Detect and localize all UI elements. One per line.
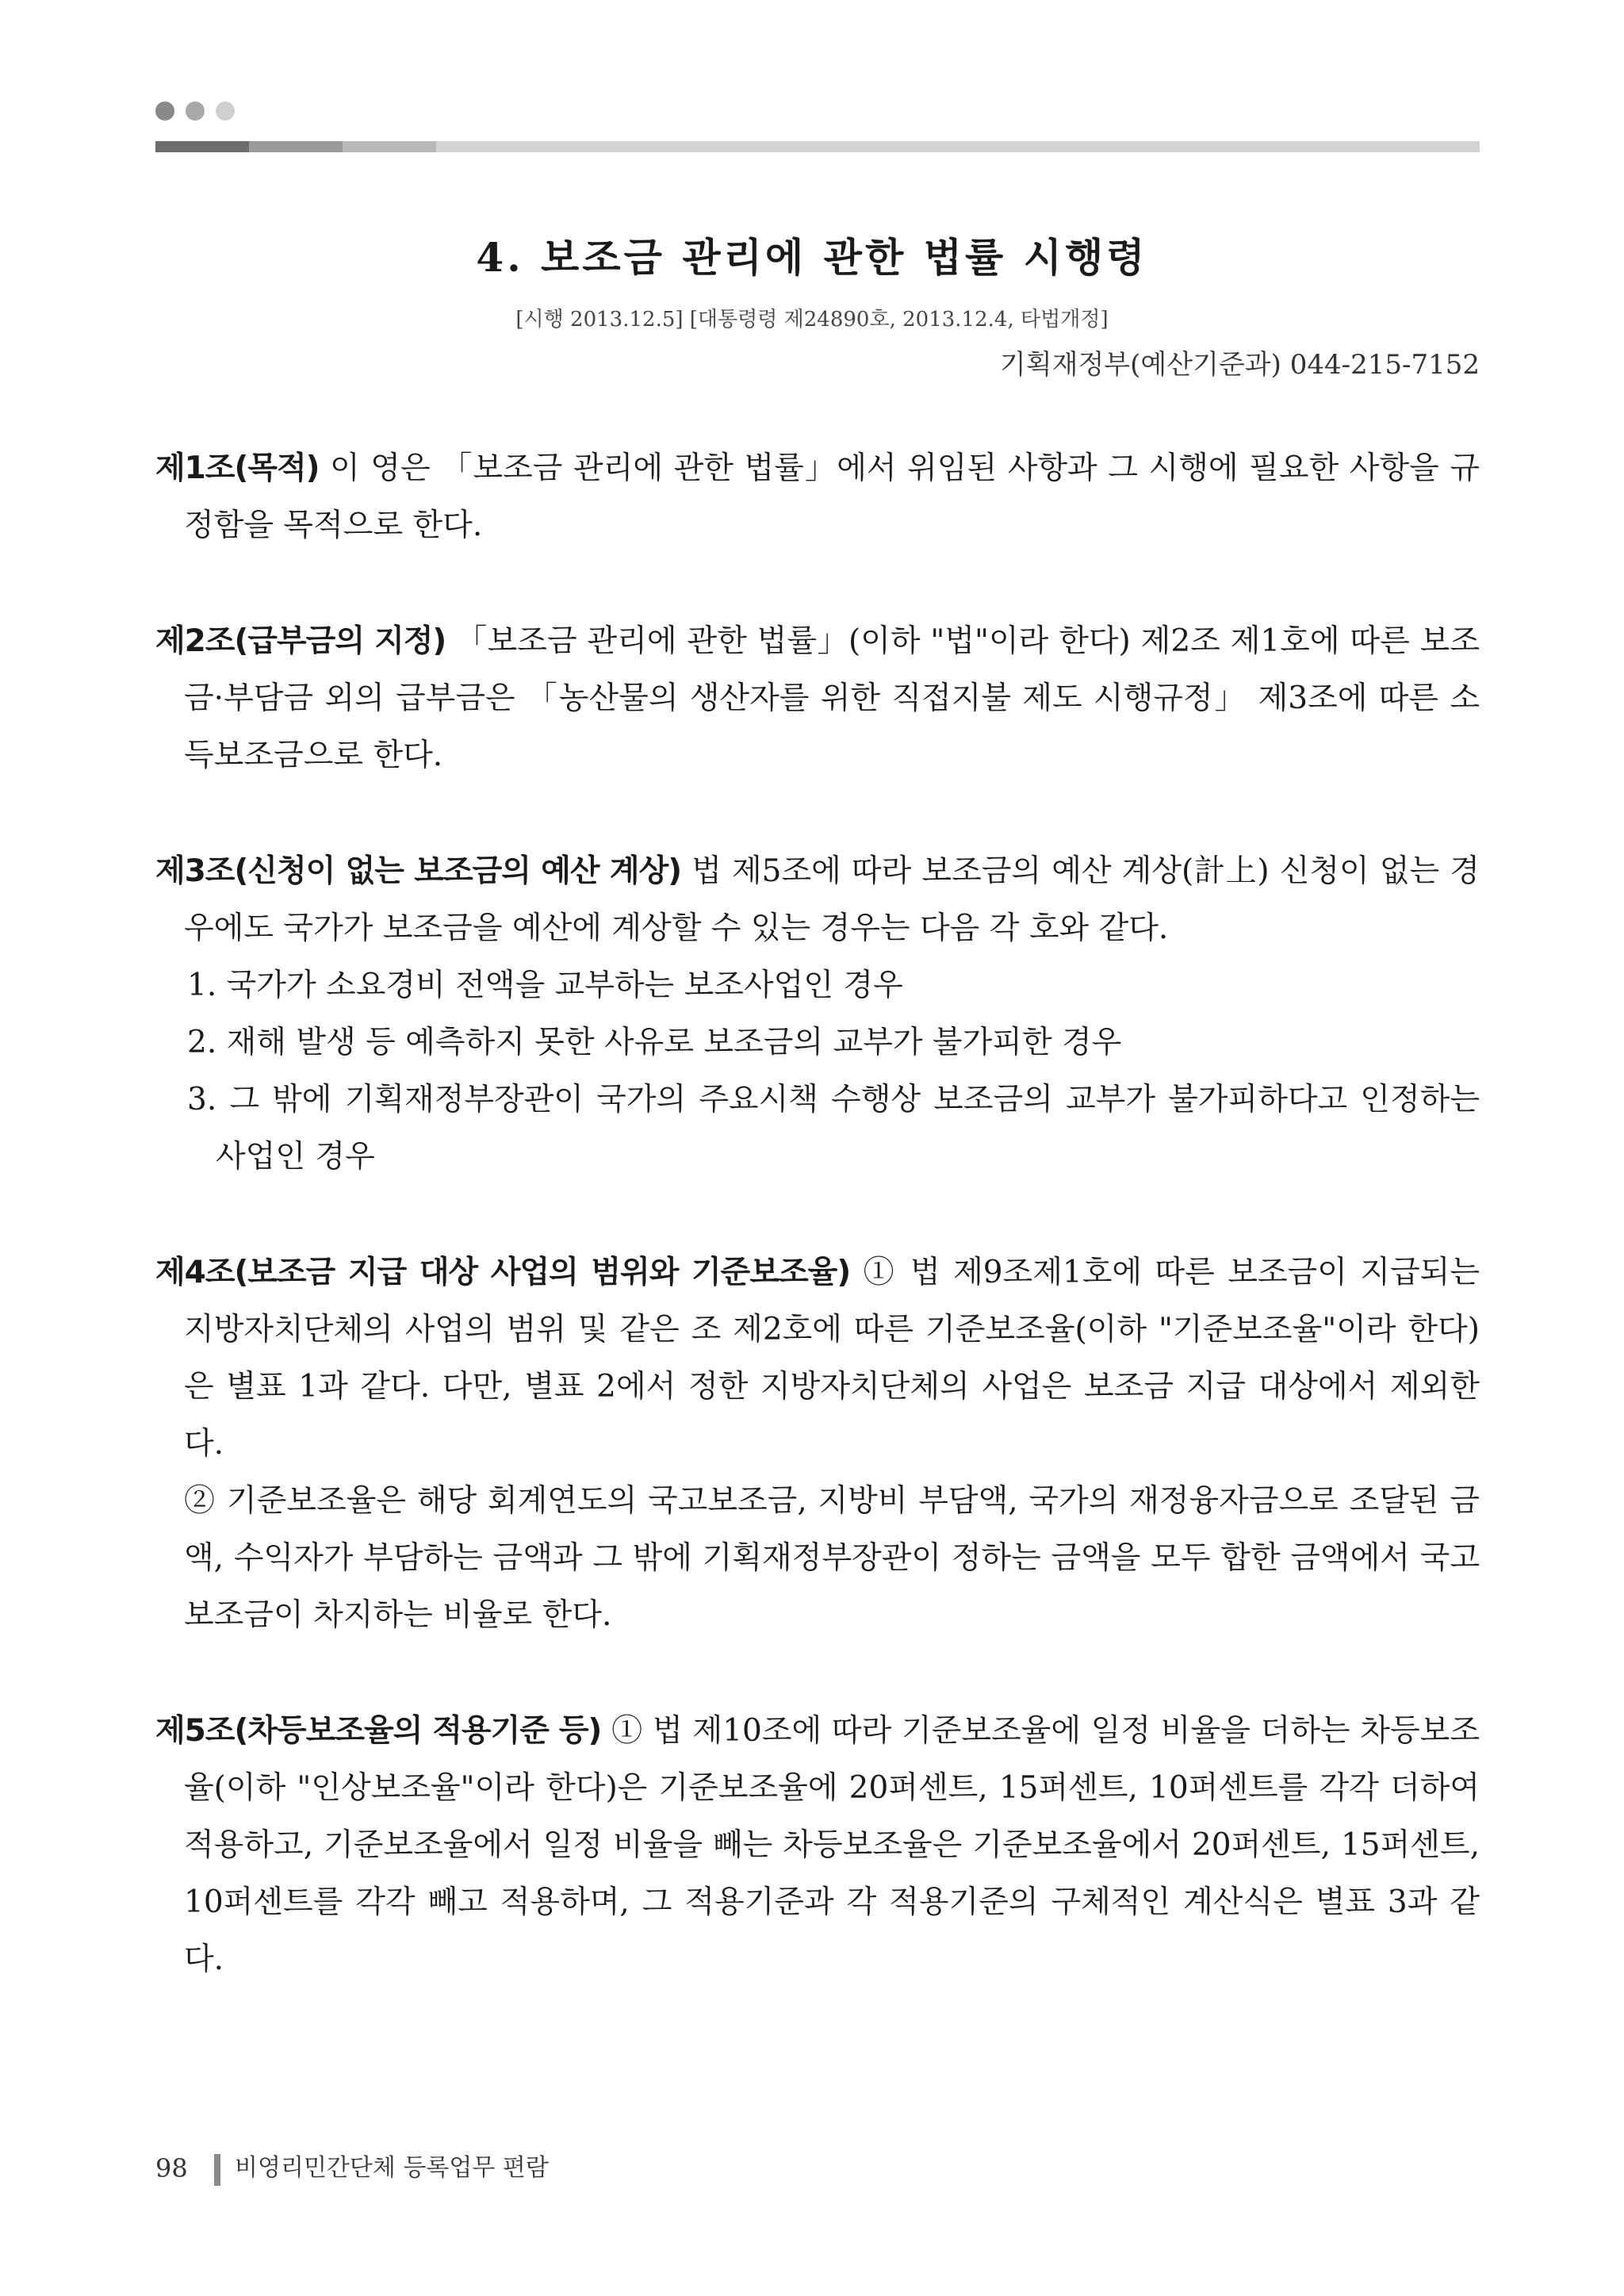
header-bar — [155, 141, 1480, 152]
article-2 — [155, 613, 1480, 784]
article-items — [184, 957, 1480, 1186]
enforcement-info: [시행 2013.12.5] [대통령령 제24890호, 2013.12.4, 타법개정] — [515, 308, 1109, 332]
ministry-contact: 기획재정부(예산기준과) 044-215-7152 — [999, 349, 1480, 381]
article-heading: 제5조(차등보조율의 적용기준 등) — [155, 1713, 602, 1749]
page-title: 4. 보조금 관리에 관한 법률 시행령 — [476, 234, 1148, 281]
header-dot — [186, 102, 205, 121]
article-heading: 제2조(급부금의 지정) — [155, 623, 446, 659]
header-bar-segment — [249, 141, 343, 152]
header-bar-segment — [436, 141, 1480, 152]
list-item: 3. 그 밖에 기획재정부장관이 국가의 주요시책 수행상 보조금의 교부가 불가피하다고 인정하는 사업인 경우 — [187, 1082, 1480, 1175]
article-paragraph-2: ② 기준보조율은 해당 회계연도의 국고보조금, 지방비 부담액, 국가의 재정융자금으로 조달된 금액, 수익자가 부담하는 금액과 그 밖에 기획재정부장관이 정하는 금액을 모두 합한 금액에서 국고보조금이 차지하는 비율로 한다. — [184, 1483, 1480, 1633]
article-text: 법 제5조에 따라 보조금의 예산 계상(計上) 신청이 없는 경우에도 국가가 보조금을 예산에 계상할 수 있는 경우는 다음 각 호와 같다. — [184, 853, 1480, 946]
footer-separator — [214, 2154, 220, 2186]
header-dot — [155, 102, 174, 121]
article-3 — [155, 843, 1480, 1186]
article-text: ① 법 제9조제1호에 따른 보조금이 지급되는 지방자치단체의 사업의 범위 및 같은 조 제2호에 따른 기준보조율(이하 "기준보조율"이라 한다)은 별표 1과 같다. 다만, 별표 2에서 정한 지방자치단체의 사업은 보조금 지급 대상에서 제외한다. — [184, 1255, 1480, 1462]
article-text: 이 영은 「보조금 관리에 관한 법률」에서 위임된 사항과 그 시행에 필요한 사항을 규정함을 목적으로 한다. — [184, 450, 1480, 543]
article-heading: 제1조(목적) — [155, 450, 320, 486]
header-dot — [216, 102, 235, 121]
list-item: 2. 재해 발생 등 예측하지 못한 사유로 보조금의 교부가 불가피한 경우 — [187, 1025, 1122, 1060]
page-number: 98 — [155, 2153, 188, 2183]
article-4 — [155, 1244, 1480, 1644]
article-1 — [155, 440, 1480, 554]
article-text: 「보조금 관리에 관한 법률」(이하 "법"이라 한다) 제2조 제1호에 따른 보조금·부담금 외의 급부금은 「농산물의 생산자를 위한 직접지불 제도 시행규정」 제3조에 따른 소득보조금으로 한다. — [184, 623, 1480, 773]
article-text: ① 법 제10조에 따라 기준보조율에 일정 비율을 더하는 차등보조율(이하 "인상보조율"이라 한다)은 기준보조율에 20퍼센트, 15퍼센트, 10퍼센트를 각각 더하여 적용하고, 기준보조율에서 일정 비율을 빼는 차등보조율은 기준보조율에서 20퍼센트, 15퍼센트, 10퍼센트를 각각 빼고 적용하며, 그 적용기준과 각 적용기준의 구체적인 계산식은 별표 3과 같다. — [184, 1713, 1480, 1977]
article-heading: 제4조(보조금 지급 대상 사업의 범위와 기준보조율) — [155, 1255, 851, 1290]
list-item: 1. 국가가 소요경비 전액을 교부하는 보조사업인 경우 — [187, 968, 903, 1003]
article-heading: 제3조(신청이 없는 보조금의 예산 계상) — [155, 853, 682, 889]
header-bar-segment — [343, 141, 436, 152]
article-5 — [155, 1703, 1480, 1988]
document-body — [155, 440, 1480, 2047]
book-title: 비영리민간단체 등록업무 편람 — [235, 2154, 549, 2182]
header-bar-segment — [155, 141, 249, 152]
